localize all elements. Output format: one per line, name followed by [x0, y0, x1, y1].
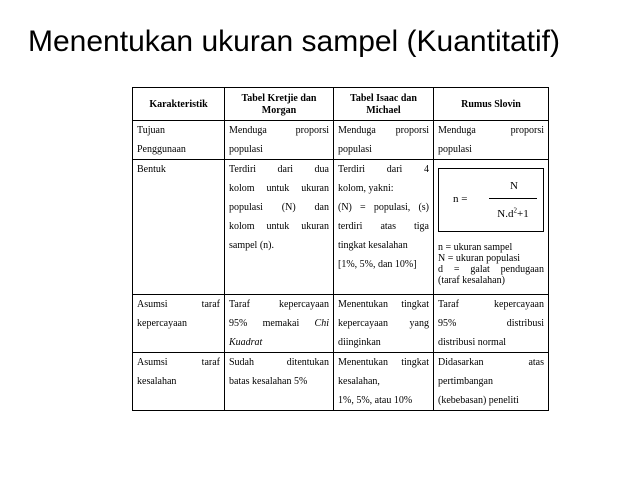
- formula-denominator: [489, 207, 537, 221]
- cell-slovin: [434, 295, 549, 353]
- cell-text: Menduga proporsi: [229, 125, 329, 136]
- cell-text: distribusi normal: [438, 337, 507, 348]
- cell-isaac: [334, 121, 434, 160]
- cell-text: Menduga proporsi: [438, 125, 544, 136]
- cell-text: [1%, 5%, dan 10%]: [338, 259, 417, 270]
- denominator-tail: +1: [516, 208, 529, 220]
- slide-title: Menentukan ukuran sampel (Kuantitatif): [28, 25, 560, 58]
- header-karakteristik: Karakteristik: [133, 88, 225, 121]
- cell-text: Menentukan tingkat: [338, 299, 429, 310]
- cell-text: Kuadrat: [229, 337, 263, 348]
- cell-text: terdiri atas tiga: [338, 221, 429, 232]
- cell-text: populasi (N) dan: [229, 202, 329, 213]
- slovin-definition: (taraf kesalahan): [438, 275, 505, 286]
- cell-text: tingkat kesalahan: [338, 240, 408, 251]
- cell-text: Penggunaan: [137, 144, 186, 155]
- cell-text: pertimbangan: [438, 376, 493, 387]
- cell-krejcie: [225, 121, 334, 160]
- cell-text: populasi: [438, 144, 472, 155]
- cell-text: sampel (n).: [229, 240, 274, 251]
- header-slovin: Rumus Slovin: [434, 88, 549, 121]
- header-krejcie-morgan: Tabel Kretjie dan Morgan: [225, 88, 334, 121]
- cell-text: kesalahan,: [338, 376, 380, 387]
- table-row-bentuk: [133, 160, 549, 295]
- cell-text: 95% distribusi: [438, 318, 544, 329]
- chi-word: Chi: [314, 318, 329, 329]
- cell-text: Taraf kepercayaan: [229, 299, 329, 310]
- cell-text: Menentukan tingkat: [338, 357, 429, 368]
- row-label: [133, 353, 225, 411]
- cell-text: Tujuan: [137, 125, 165, 136]
- cell-slovin: [434, 121, 549, 160]
- comparison-table: [132, 87, 549, 411]
- cell-text: kepercayaan yang: [338, 318, 429, 329]
- header-row: [133, 88, 549, 121]
- cell-text: diinginkan: [338, 337, 381, 348]
- cell-krejcie: [225, 160, 334, 295]
- slovin-formula: [438, 168, 544, 232]
- denominator-base: N.d: [497, 208, 514, 220]
- cell-text: Terdiri dari dua: [229, 164, 329, 175]
- slovin-definition: N = ukuran populasi: [438, 253, 521, 264]
- cell-text: (kebebasan) peneliti: [438, 395, 519, 406]
- cell-slovin: [434, 353, 549, 411]
- slovin-definition: d = galat pendugaan: [438, 264, 544, 275]
- fraction-bar: [489, 198, 537, 199]
- cell-text: Didasarkan atas: [438, 357, 544, 368]
- row-label: [133, 121, 225, 160]
- formula-numerator: N: [510, 180, 518, 192]
- cell-text: kolom untuk ukuran: [229, 183, 329, 194]
- cell-text: Menduga proporsi: [338, 125, 429, 136]
- cell-isaac: [334, 353, 434, 411]
- cell-text: kolom, yakni:: [338, 183, 394, 194]
- denominator-exponent: 2: [513, 206, 517, 215]
- table-row-kesalahan: [133, 353, 549, 411]
- cell-text: Asumsi taraf: [137, 299, 220, 310]
- cell-text: batas kesalahan 5%: [229, 376, 308, 387]
- row-label: [133, 160, 225, 295]
- table-row-kepercayaan: [133, 295, 549, 353]
- cell-krejcie: [225, 353, 334, 411]
- cell-text: Bentuk: [137, 164, 166, 175]
- cell-text: kepercayaan: [137, 318, 187, 329]
- cell-text: Taraf kepercayaan: [438, 299, 544, 310]
- cell-text: 95% memakai Chi: [229, 318, 329, 329]
- cell-text: Sudah ditentukan: [229, 357, 329, 368]
- formula-lhs: n =: [453, 193, 468, 205]
- cell-text: kesalahan: [137, 376, 177, 387]
- cell-text: populasi: [338, 144, 372, 155]
- cell-isaac: [334, 160, 434, 295]
- cell-text: (N) = populasi, (s): [338, 202, 429, 213]
- header-isaac-michael: Tabel Isaac dan Michael: [334, 88, 434, 121]
- cell-text: Terdiri dari 4: [338, 164, 429, 175]
- slovin-definition: n = ukuran sampel: [438, 242, 513, 253]
- cell-slovin: [434, 160, 549, 295]
- table-row-tujuan: [133, 121, 549, 160]
- cell-text: kolom untuk ukuran: [229, 221, 329, 232]
- cell-isaac: [334, 295, 434, 353]
- cell-text: 1%, 5%, atau 10%: [338, 395, 413, 406]
- row-label: [133, 295, 225, 353]
- cell-krejcie: [225, 295, 334, 353]
- cell-text: populasi: [229, 144, 263, 155]
- cell-text: Asumsi taraf: [137, 357, 220, 368]
